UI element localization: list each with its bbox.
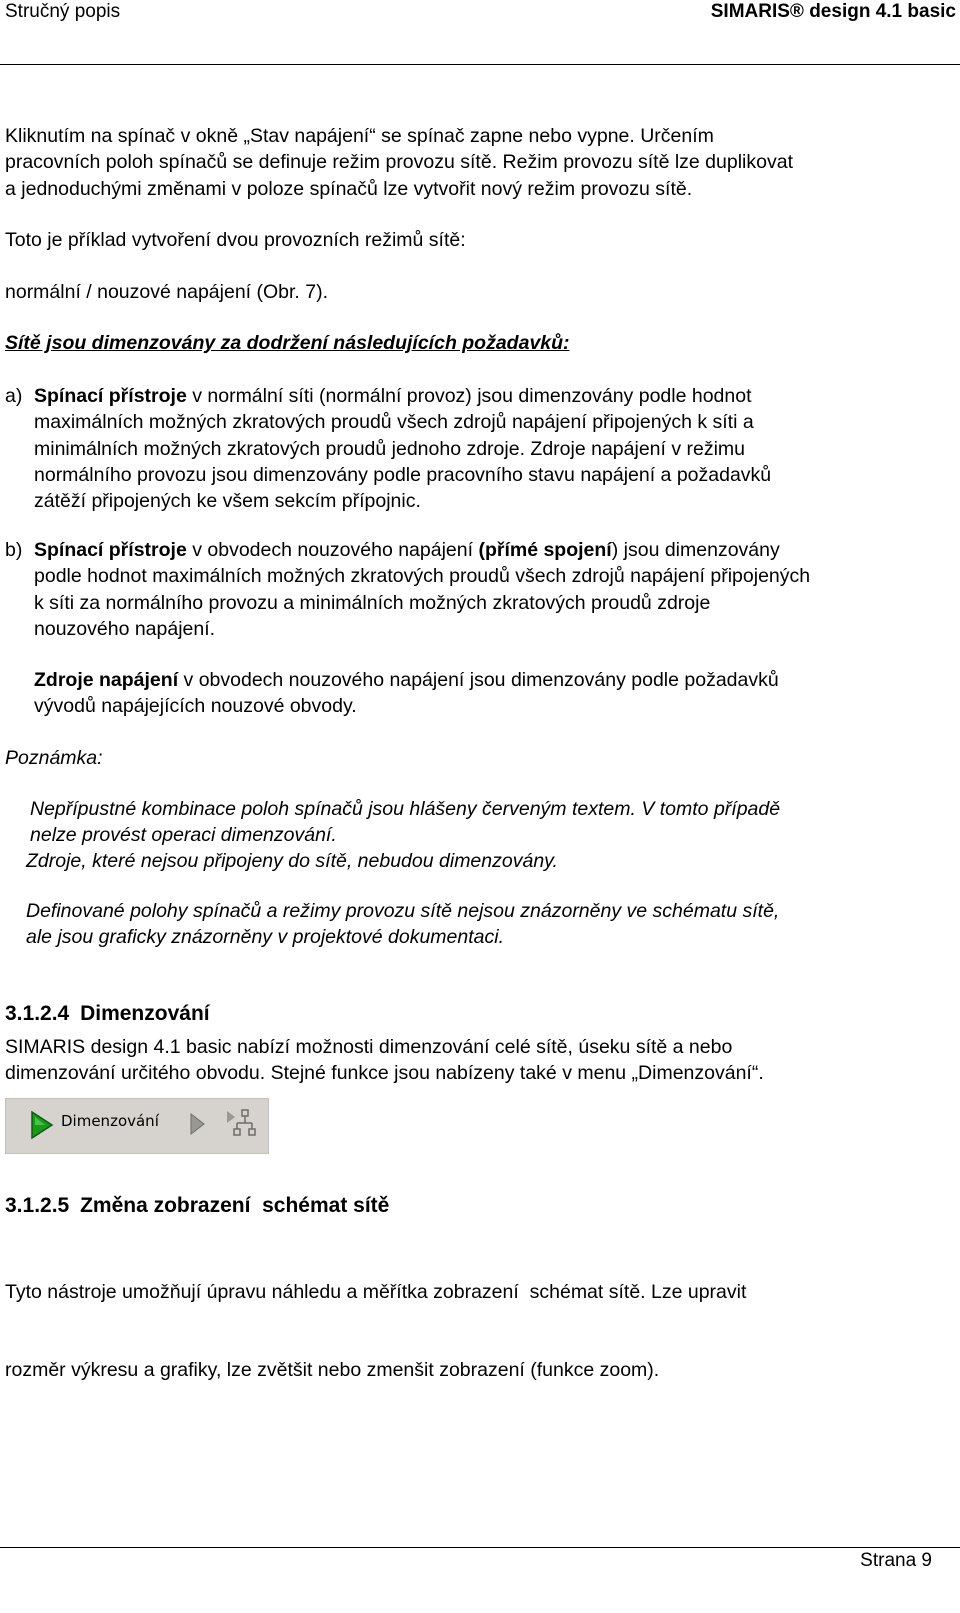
- intro-line-3: a jednoduchými změnami v poloze spínačů lze vytvořit nový režim provozu sítě.: [5, 177, 693, 200]
- dimenzovani-toolbar: [5, 1098, 269, 1154]
- note-block-2: [26, 848, 955, 874]
- green-play-icon[interactable]: [30, 1110, 54, 1145]
- section-dim-line-1: SIMARIS design 4.1 basic nabízí možnosti dimenzování celé sítě, úseku sítě a nebo: [5, 1036, 733, 1058]
- note-label: [5, 745, 955, 771]
- item-a-bold: Spínací přístroje: [34, 385, 187, 407]
- section-dim-title: Dimenzování: [80, 1002, 210, 1025]
- toolbar-dimenzovani-label[interactable]: Dimenzování: [61, 1112, 159, 1130]
- page-header: [0, 0, 960, 65]
- section-view-number: 3.1.2.5: [5, 1194, 70, 1217]
- note-line-5: ale jsou graficky znázorněny v projektové dokumentaci.: [26, 926, 504, 949]
- item-a-line5: zátěží připojených ke všem sekcím přípojnic.: [34, 490, 421, 513]
- intro-line-2: pracovních poloh spínačů se definuje režim provozu sítě. Režim provozu sítě lze duplikovat: [5, 151, 793, 174]
- item-a-line4: normálního provozu jsou dimenzovány podle pracovního stavu napájení a požadavků: [34, 463, 772, 486]
- item-b-text: [34, 537, 955, 642]
- item-b-line2: podle hodnot maximálních možných zkratových proudů všech zdrojů napájení připojených: [34, 565, 811, 588]
- item-a-line3: minimálních možných zkratových proudů jednoho zdroje. Zdroje napájení v režimu: [34, 437, 746, 460]
- step-play-icon[interactable]: [188, 1111, 206, 1142]
- item-b-line3: k síti za normálního provozu a minimálních možných zkratových proudů zdroje: [34, 591, 711, 614]
- section-view-paragraph: [5, 1226, 955, 1436]
- item-b-line1-mid: v obvodech nouzového napájení: [186, 539, 479, 561]
- note-block-3: [26, 898, 955, 951]
- item-b-line1-end: ) jsou dimenzovány: [611, 539, 780, 561]
- footer-rule: [0, 1547, 960, 1548]
- note-line-2: nelze provést operaci dimenzování.: [30, 824, 337, 847]
- header-right-title: SIMARIS® design 4.1 basic: [710, 1, 956, 22]
- item-c-line1: v obvodech nouzového napájení jsou dimenzovány podle požadavků: [178, 669, 779, 691]
- section-view-line-1: Tyto nástroje umožňují úpravu náhledu a měřítka zobrazení schémat sítě. Lze upravit: [5, 1280, 747, 1303]
- requirements-heading-text: Sítě jsou dimenzovány za dodržení následujících požadavků:: [5, 332, 570, 354]
- note-line-1: Nepřípustné kombinace poloh spínačů jsou hlášeny červeným textem. V tomto případě: [30, 798, 781, 820]
- item-c-bold: Zdroje napájení: [34, 669, 179, 691]
- section-dim-number: 3.1.2.4: [5, 1002, 70, 1025]
- network-dimension-icon[interactable]: [225, 1107, 259, 1148]
- note-line-3: Zdroje, které nejsou připojeny do sítě, nebudou dimenzovány.: [26, 850, 558, 872]
- item-b-bold2: (přímé spojení: [478, 539, 612, 561]
- item-c-text: [34, 667, 955, 720]
- item-b-bold: Spínací přístroje: [34, 539, 187, 561]
- example-text: Toto je příklad vytvoření dvou provozních režimů sítě:: [5, 229, 466, 251]
- item-a-text: [34, 383, 955, 514]
- section-view-line-2: rozměr výkresu a grafiky, lze zvětšit nebo zmenšit zobrazení (funkce zoom).: [5, 1359, 660, 1382]
- section-zobrazeni-heading: [5, 1193, 389, 1219]
- section-view-title: Změna zobrazení schémat sítě: [80, 1194, 390, 1217]
- note-line-4: Definované polohy spínačů a režimy provozu sítě nejsou znázorněny ve schématu sítě,: [26, 900, 780, 922]
- requirements-heading: [5, 330, 955, 356]
- note-block-1: [30, 796, 955, 849]
- example-paragraph: [5, 227, 955, 253]
- section-dim-paragraph: [5, 1034, 955, 1087]
- example-modes-text: normální / nouzové napájení (Obr. 7).: [5, 281, 329, 303]
- section-dimenzovani-heading: [5, 1001, 210, 1027]
- example-modes-paragraph: [5, 279, 955, 305]
- intro-line-1: Kliknutím na spínač v okně „Stav napájení“ se spínač zapne nebo vypne. Určením: [5, 125, 714, 147]
- item-a-label: a): [5, 385, 23, 407]
- item-b-label: b): [5, 539, 23, 561]
- item-c-line2: vývodů napájejících nouzové obvody.: [34, 695, 357, 718]
- header-left-title: Stručný popis: [5, 1, 121, 22]
- section-dim-line-2: dimenzování určitého obvodu. Stejné funkce jsou nabízeny také v menu „Dimenzování“.: [5, 1062, 764, 1085]
- footer-page-number: Strana 9: [860, 1550, 932, 1571]
- intro-paragraph: [5, 123, 955, 202]
- note-label-text: Poznámka:: [5, 747, 103, 769]
- item-b-line4: nouzového napájení.: [34, 617, 216, 640]
- item-a-line2: maximálních možných zkratových proudů všech zdrojů napájení připojených k síti a: [34, 411, 754, 434]
- item-a-line1: v normální síti (normální provoz) jsou dimenzovány podle hodnot: [186, 385, 752, 407]
